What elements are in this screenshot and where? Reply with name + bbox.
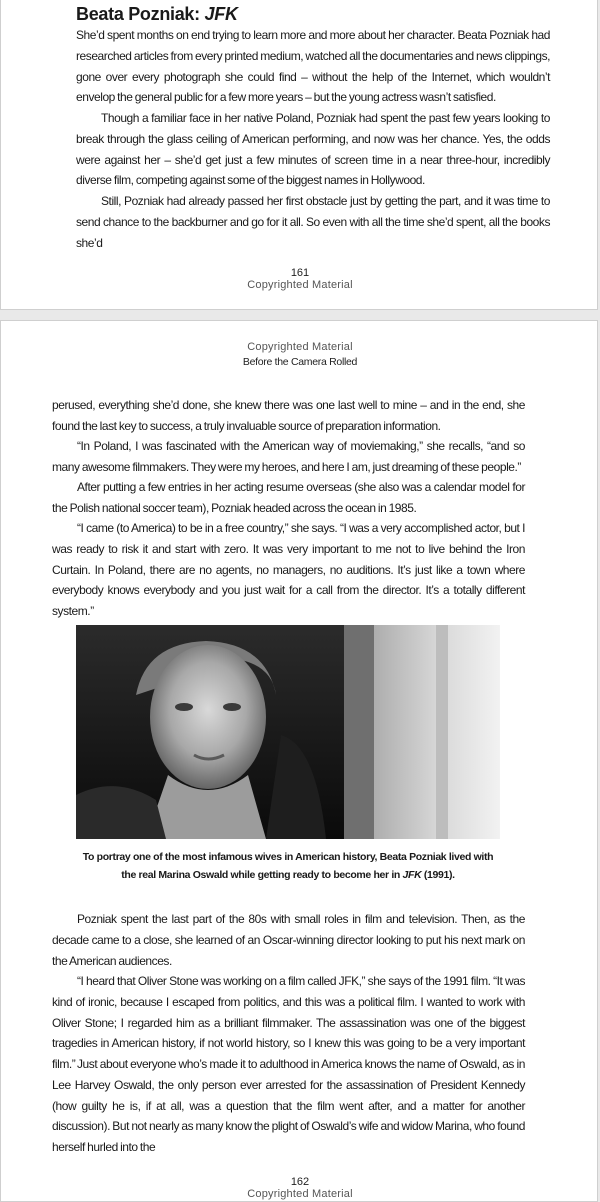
paragraph: Still, Pozniak had already passed her first obstacle just by getting the part, and it was time to send chance to the backburner and go for it all. So even with all the time she’d spent, all the books she’d [76,194,550,250]
page-162 [0,320,598,1202]
caption-text: To portray one of the most infamous wives in American history, Beata Pozniak lived with the real Marina Oswald while getting ready to become her in [82,851,494,881]
heading-film-title: JFK [204,4,238,24]
copyright-notice: Copyrighted Material [247,279,353,291]
heading-name: Beata Pozniak: [76,4,205,24]
paragraph: “In Poland, I was fascinated with the American way of moviemaking,” she recalls, “and so many awesome filmmakers. They were my heroes, and here I am, just dreaming of these people.” [52,439,525,474]
paragraph: “I heard that Oliver Stone was working on a film called JFK,” she says of the 1991 film. “It was kind of ironic, because I escaped from politics, and this was a political film. I wanted to work with Oliver Stone; I regarded him as a brilliant filmmaker. The assassination was one of the biggest tragedies in American history, if not world history, so I knew this was going to be a very important film.” [52,974,525,1072]
photo-illustration [76,625,500,839]
running-head: Before the Camera Rolled [242,356,358,368]
page-number: 162 [290,1176,310,1188]
paragraph: Though a familiar face in her native Poland, Pozniak had spent the past few years looking to break through the glass ceiling of American performing, and now was her chance. Yes, the odds were against her – she’d get just a few minutes of screen time in a near three-hour, incredibly diverse film, competing against some of the biggest names in Hollywood. [76,111,550,188]
photo-caption [76,848,500,884]
caption-year: (1991). [421,869,455,881]
paragraph: Pozniak spent the last part of the 80s with small roles in film and television. Then, as the decade came to a close, she learned of an Oscar-winning director looking to put his next mark on the American audiences. [52,912,525,968]
chapter-heading [76,4,238,25]
paragraph: Just about everyone who’s made it to adulthood in America knows the name of Oswald, as in Lee Harvey Oswald, the only person ever arrested for the assassination of President Kennedy (how guilty he is, if at all, was a question that the film went after, and a matter for another discussion). But not nearly as many know the plight of Oswald’s wife and widow Marina, who found herself hurled into the [52,1057,525,1155]
film-still-photo [76,625,500,839]
caption-film-title: JFK [402,869,422,881]
copyright-notice-top: Copyrighted Material [247,341,353,353]
paragraph: perused, everything she’d done, she knew there was one last well to mine – and in the end, she found the last key to success, a truly invaluable source of preparation information. [52,398,525,433]
page-161 [0,0,598,310]
copyright-notice-bottom: Copyrighted Material [247,1188,353,1200]
paragraph: She’d spent months on end trying to learn more and more about her character. Beata Pozniak had researched articles from every printed medium, watched all the documentaries and news clippings, gone over every photograph she could find – without the help of the Internet, which wouldn’t envelop the general public for a few more years – but the young actress wasn’t satisfied. [76,28,550,105]
paragraph: After putting a few entries in her acting resume overseas (she also was a calendar model for the Polish national soccer team), Pozniak headed across the ocean in 1985. [52,480,525,515]
page-number: 161 [290,267,310,279]
paragraph: “I came (to America) to be in a free country,” she says. “I was a very accomplished actor, but I was ready to risk it and start with zero. It was very important to me not to live behind the Iron Curtain. In Poland, there are no agents, no managers, no auditions. It’s just like a town where everybody knows everybody and you just wait for a call from the director. It’s a totally different system.” [52,521,525,619]
